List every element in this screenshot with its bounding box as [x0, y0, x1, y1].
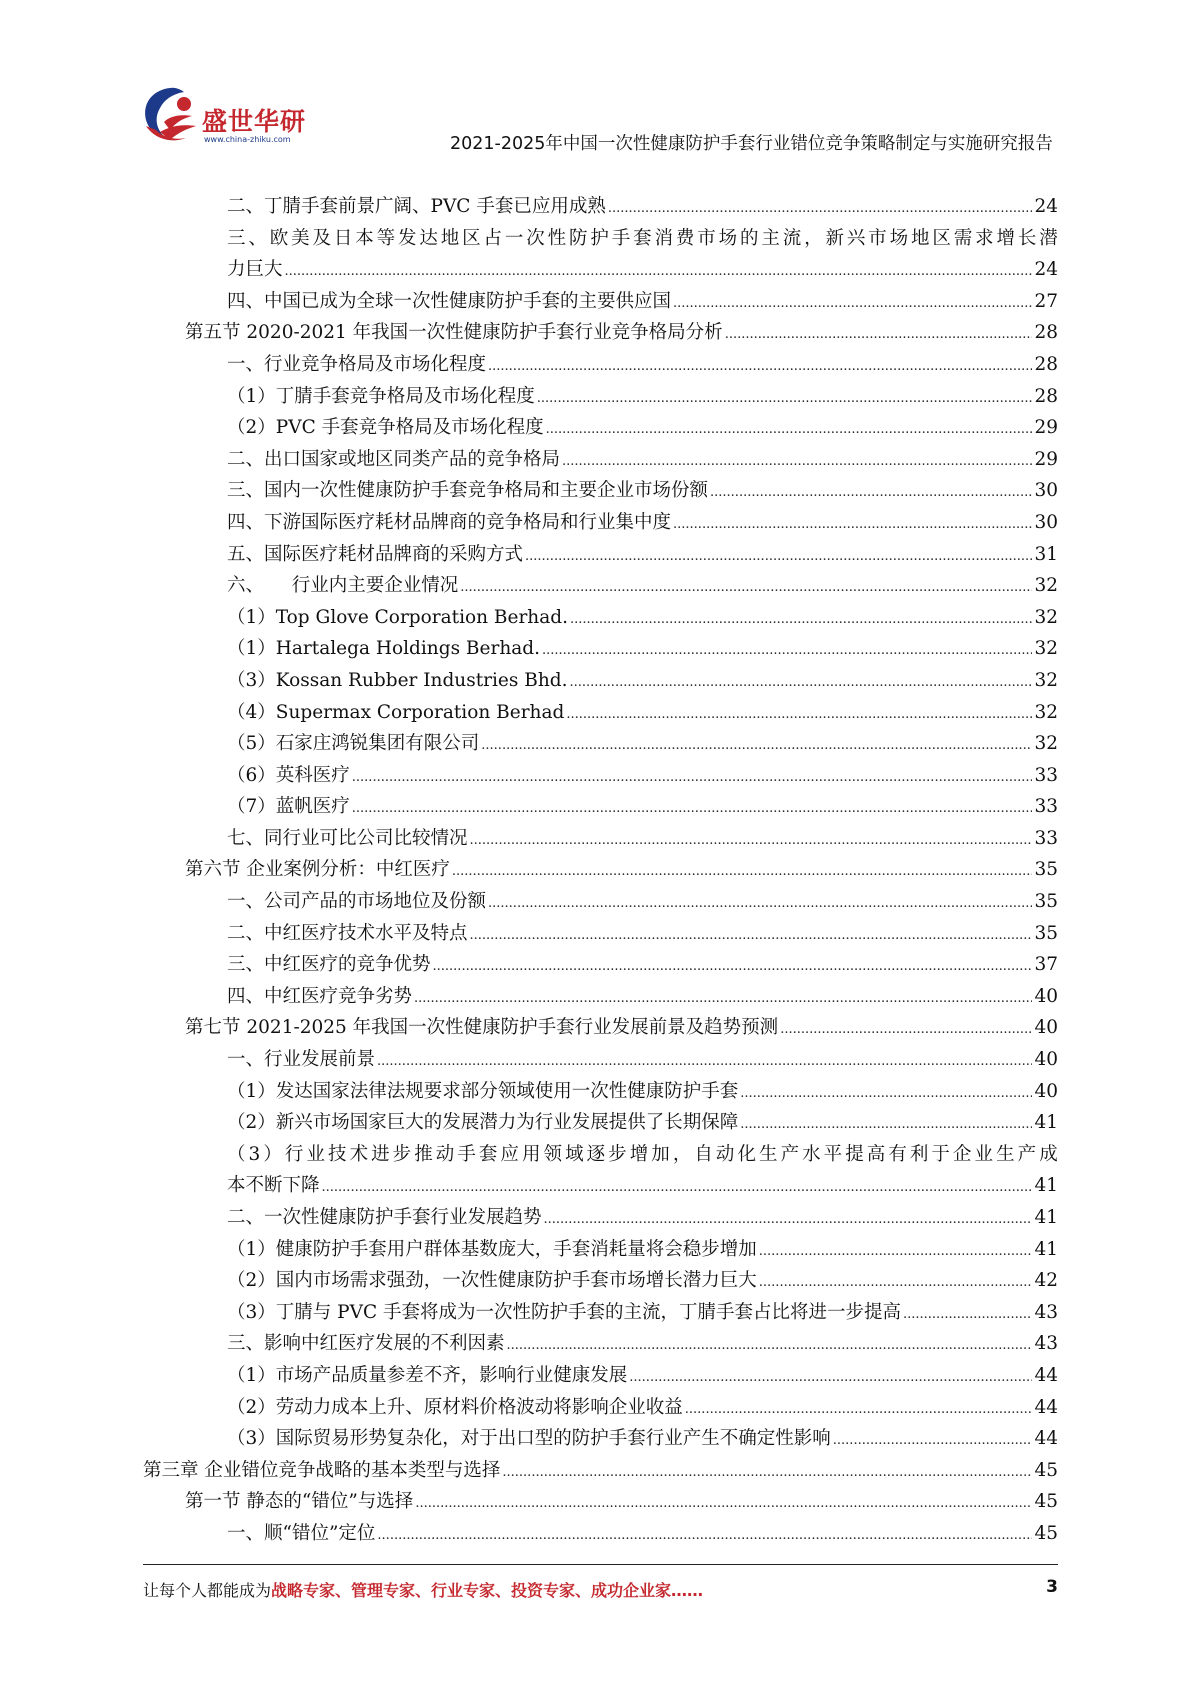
- toc-leader-dots: [537, 381, 1033, 415]
- toc-leader-dots: [322, 1170, 1033, 1204]
- toc-entry-title: 三、影响中红医疗发展的不利因素: [227, 1333, 505, 1355]
- toc-entry-title: 二、一次性健康防护手套行业发展趋势: [227, 1207, 542, 1228]
- toc-entry-title: 第三章 企业错位竞争战略的基本类型与选择: [143, 1459, 501, 1481]
- toc-entry[interactable]: [143, 570, 1058, 602]
- toc-entry-page: 40: [1034, 1017, 1058, 1039]
- toc-entry-title: 第七节 2021-2025 年我国一次性健康防护手套行业发展前景及趋势预测: [185, 1017, 779, 1039]
- toc-entry-page: 29: [1034, 448, 1058, 470]
- toc-entry-page: 43: [1034, 1301, 1058, 1323]
- toc-leader-dots: [542, 633, 1032, 667]
- toc-entry-title: 四、下游国际医疗耗材品牌商的竞争格局和行业集中度: [227, 511, 672, 533]
- toc-leader-dots: [502, 1455, 1032, 1489]
- toc-entry-title: （1）Hartalega Holdings Berhad.: [227, 638, 540, 660]
- toc-entry[interactable]: [143, 1139, 1058, 1202]
- toc-entry-title: （3）Kossan Rubber Industries Bhd.: [227, 669, 568, 691]
- toc-entry-title: 一、行业发展前景: [227, 1049, 376, 1071]
- toc-leader-dots: [566, 697, 1032, 731]
- toc-leader-dots: [377, 1518, 1032, 1552]
- toc-entry[interactable]: [143, 1044, 1058, 1076]
- toc-entry[interactable]: [143, 854, 1058, 886]
- toc-entry-page: 43: [1034, 1333, 1058, 1355]
- toc-entry-title: （3）丁腈与 PVC 手套将成为一次性防护手套的主流，丁腈手套占比将进一步提高: [227, 1301, 901, 1323]
- toc-entry[interactable]: [143, 1107, 1058, 1139]
- toc-leader-dots: [903, 1297, 1032, 1331]
- toc-leader-dots: [833, 1423, 1033, 1457]
- toc-entry-title: 七、同行业可比公司比较情况: [227, 827, 468, 849]
- toc-entry-page: 45: [1034, 1522, 1058, 1544]
- toc-entry-title: （3）行业技术进步推动手套应用领域逐步增加，自动化生产水平提高有利于企业生产成: [227, 1143, 1058, 1165]
- toc-leader-dots: [377, 1044, 1032, 1078]
- toc-entry-title: （2）新兴市场国家巨大的发展潜力为行业发展提供了长期保障: [227, 1112, 739, 1134]
- toc-entry-page: 40: [1034, 1049, 1058, 1071]
- toc-entry-title: （5）石家庄鸿锐集团有限公司: [227, 733, 480, 755]
- toc-entry[interactable]: [143, 1423, 1058, 1455]
- toc-entry-title: 一、行业竞争格局及市场化程度: [227, 353, 487, 375]
- toc-entry[interactable]: [143, 475, 1058, 507]
- toc-entry-title: （6）英科医疗: [227, 764, 350, 786]
- toc-entry[interactable]: [143, 381, 1058, 413]
- toc-leader-dots: [488, 886, 1032, 920]
- toc-entry-page: 45: [1034, 1491, 1058, 1513]
- toc-entry[interactable]: [143, 697, 1058, 729]
- footer-slogan: [143, 1578, 703, 1601]
- toc-entry[interactable]: [143, 949, 1058, 981]
- toc-entry[interactable]: [143, 823, 1058, 855]
- toc-entry-page: 40: [1034, 985, 1058, 1007]
- toc-entry[interactable]: [143, 1202, 1058, 1234]
- toc-leader-dots: [414, 981, 1032, 1015]
- toc-leader-dots: [740, 1076, 1032, 1110]
- toc-leader-dots: [433, 949, 1033, 983]
- toc-entry-page: 32: [1034, 638, 1058, 660]
- toc-entry[interactable]: [143, 539, 1058, 571]
- toc-leader-dots: [629, 1360, 1032, 1394]
- toc-entry-page: 42: [1034, 1270, 1058, 1292]
- toc-entry-title: （1）丁腈手套竞争格局及市场化程度: [227, 385, 535, 407]
- toc-leader-dots: [759, 1234, 1033, 1268]
- toc-entry[interactable]: [143, 1518, 1058, 1550]
- toc-entry[interactable]: [143, 444, 1058, 476]
- toc-entry[interactable]: [143, 286, 1058, 318]
- toc-entry-title: （3）国际贸易形势复杂化，对于出口型的防护手套行业产生不确定性影响: [227, 1428, 831, 1450]
- toc-leader-dots: [352, 760, 1033, 794]
- toc-leader-dots: [725, 317, 1033, 351]
- toc-entry-title: 三、欧美及日本等发达地区占一次性防护手套消费市场的主流，新兴市场地区需求增长潜: [227, 227, 1058, 249]
- toc-leader-dots: [544, 1202, 1033, 1236]
- toc-entry[interactable]: [143, 349, 1058, 381]
- toc-entry-page: 44: [1034, 1428, 1058, 1450]
- table-of-contents: [143, 191, 1058, 1550]
- toc-entry-title: 四、中国已成为全球一次性健康防护手套的主要供应国: [227, 290, 672, 312]
- toc-entry-title: （2）PVC 手套竞争格局及市场化程度: [227, 417, 544, 439]
- toc-entry-page: 37: [1034, 954, 1058, 976]
- toc-entry-title: 二、出口国家或地区同类产品的竞争格局: [227, 448, 561, 470]
- toc-entry-page: 33: [1034, 827, 1058, 849]
- toc-entry[interactable]: [143, 602, 1058, 634]
- toc-leader-dots: [415, 1486, 1032, 1520]
- toc-entry-title: （2）国内市场需求强劲，一次性健康防护手套市场增长潜力巨大: [227, 1270, 757, 1292]
- toc-entry-page: 32: [1034, 606, 1058, 628]
- toc-leader-dots: [481, 728, 1032, 762]
- logo-url: www.china-zhiku.com: [204, 135, 291, 144]
- toc-leader-dots: [470, 823, 1033, 857]
- toc-entry-page: 41: [1034, 1175, 1058, 1197]
- toc-entry[interactable]: [143, 1234, 1058, 1266]
- toc-entry[interactable]: [143, 1076, 1058, 1108]
- toc-leader-dots: [488, 349, 1032, 383]
- toc-entry[interactable]: [143, 633, 1058, 665]
- toc-entry-page: 40: [1034, 1080, 1058, 1102]
- toc-leader-dots: [470, 918, 1033, 952]
- toc-leader-dots: [570, 602, 1032, 636]
- toc-entry[interactable]: [143, 791, 1058, 823]
- toc-entry-page: 32: [1034, 733, 1058, 755]
- toc-entry-page: 28: [1034, 322, 1058, 344]
- toc-entry[interactable]: [143, 191, 1058, 223]
- toc-entry-title: （4）Supermax Corporation Berhad: [227, 701, 565, 723]
- toc-entry-page: 41: [1034, 1112, 1058, 1134]
- toc-entry-page: 33: [1034, 764, 1058, 786]
- toc-entry-page: 35: [1034, 859, 1058, 881]
- toc-leader-dots: [569, 665, 1032, 699]
- toc-leader-dots: [460, 570, 1032, 604]
- toc-entry-title: 第一节 静态的“错位”与选择: [185, 1491, 414, 1513]
- toc-entry-page: 44: [1034, 1364, 1058, 1386]
- toc-entry[interactable]: [143, 981, 1058, 1013]
- toc-entry-page: 31: [1034, 543, 1058, 565]
- toc-entry-title: 第五节 2020-2021 年我国一次性健康防护手套行业竞争格局分析: [185, 322, 723, 344]
- toc-entry-title: 第六节 企业案例分析：中红医疗: [185, 859, 450, 881]
- toc-entry-title: （2）劳动力成本上升、原材料价格波动将影响企业收益: [227, 1396, 683, 1418]
- toc-entry-page: 32: [1034, 669, 1058, 691]
- toc-leader-dots: [673, 507, 1032, 541]
- toc-entry[interactable]: [143, 1012, 1058, 1044]
- toc-entry-page: 33: [1034, 796, 1058, 818]
- toc-entry-title: 一、顺“错位”定位: [227, 1522, 376, 1544]
- toc-entry-page: 41: [1034, 1238, 1058, 1260]
- toc-entry-page: 45: [1034, 1459, 1058, 1481]
- toc-entry-page: 28: [1034, 385, 1058, 407]
- toc-leader-dots: [525, 539, 1032, 573]
- toc-entry-title: 四、中红医疗竞争劣势: [227, 985, 413, 1007]
- toc-leader-dots: [780, 1012, 1032, 1046]
- document-title: 2021-2025年中国一次性健康防护手套行业错位竞争策略制定与实施研究报告: [450, 134, 1053, 154]
- toc-entry[interactable]: [143, 918, 1058, 950]
- toc-entry-title-continued: 力巨大: [227, 259, 283, 281]
- toc-entry-title: （1）发达国家法律法规要求部分领域使用一次性健康防护手套: [227, 1080, 739, 1102]
- footer-slogan-prefix: 让每个人都能成为: [143, 1581, 272, 1600]
- toc-entry-page: 30: [1034, 480, 1058, 502]
- toc-entry-title: （7）蓝帆医疗: [227, 796, 350, 818]
- toc-entry[interactable]: [143, 1265, 1058, 1297]
- toc-entry-title-continued: 本不断下降: [227, 1175, 320, 1197]
- toc-entry[interactable]: [143, 665, 1058, 697]
- toc-entry[interactable]: [143, 886, 1058, 918]
- toc-entry-page: 41: [1034, 1207, 1058, 1228]
- toc-entry-title: 五、国际医疗耗材品牌商的采购方式: [227, 543, 524, 565]
- toc-leader-dots: [452, 854, 1033, 888]
- toc-leader-dots: [352, 791, 1033, 825]
- logo-name: 盛世华研: [202, 107, 307, 136]
- toc-leader-dots: [673, 286, 1032, 320]
- page-number: 3: [1046, 1577, 1058, 1597]
- toc-entry[interactable]: [143, 412, 1058, 444]
- toc-leader-dots: [740, 1107, 1032, 1141]
- footer-slogan-highlight: 战略专家、管理专家、行业专家、投资专家、成功企业家……: [271, 1581, 704, 1600]
- toc-entry-page: 24: [1034, 259, 1058, 281]
- toc-entry[interactable]: [143, 223, 1058, 286]
- toc-entry-page: 35: [1034, 922, 1058, 944]
- toc-entry-page: 28: [1034, 353, 1058, 375]
- toc-entry-page: 32: [1034, 575, 1058, 597]
- toc-entry-title: 三、国内一次性健康防护手套竞争格局和主要企业市场份额: [227, 480, 709, 502]
- toc-entry-title: 三、中红医疗的竞争优势: [227, 954, 431, 976]
- toc-entry[interactable]: [143, 507, 1058, 539]
- toc-entry-title: 一、公司产品的市场地位及份额: [227, 891, 487, 913]
- toc-entry[interactable]: [143, 317, 1058, 349]
- toc-entry[interactable]: [143, 1455, 1058, 1487]
- toc-entry-page: 27: [1034, 290, 1058, 312]
- toc-entry[interactable]: [143, 1392, 1058, 1424]
- toc-leader-dots: [608, 191, 1033, 225]
- toc-entry-title: 二、丁腈手套前景广阔、PVC 手套已应用成熟: [227, 196, 606, 217]
- toc-entry[interactable]: [143, 1297, 1058, 1329]
- toc-entry-title: （1）市场产品质量参差不齐，影响行业健康发展: [227, 1364, 628, 1386]
- toc-leader-dots: [685, 1392, 1033, 1426]
- toc-entry-page: 44: [1034, 1396, 1058, 1418]
- toc-leader-dots: [507, 1328, 1033, 1362]
- toc-entry-title: （1）健康防护手套用户群体基数庞大，手套消耗量将会稳步增加: [227, 1238, 757, 1260]
- toc-leader-dots: [562, 444, 1032, 478]
- toc-entry-page: 24: [1034, 196, 1058, 217]
- toc-entry-page: 35: [1034, 891, 1058, 913]
- toc-entry-page: 32: [1034, 701, 1058, 723]
- toc-entry-page: 30: [1034, 511, 1058, 533]
- toc-entry-title: 六、 行业内主要企业情况: [227, 575, 459, 597]
- toc-entry-title: （1）Top Glove Corporation Berhad.: [227, 606, 568, 628]
- toc-entry[interactable]: [143, 1360, 1058, 1392]
- toc-leader-dots: [759, 1265, 1033, 1299]
- toc-entry-page: 29: [1034, 417, 1058, 439]
- toc-leader-dots: [710, 475, 1032, 509]
- toc-entry[interactable]: [143, 760, 1058, 792]
- toc-entry[interactable]: [143, 1328, 1058, 1360]
- toc-entry[interactable]: [143, 1486, 1058, 1518]
- footer-divider: [143, 1564, 1058, 1565]
- toc-leader-dots: [546, 412, 1033, 446]
- toc-entry-title: 二、中红医疗技术水平及特点: [227, 922, 468, 944]
- toc-entry[interactable]: [143, 728, 1058, 760]
- toc-leader-dots: [285, 254, 1033, 288]
